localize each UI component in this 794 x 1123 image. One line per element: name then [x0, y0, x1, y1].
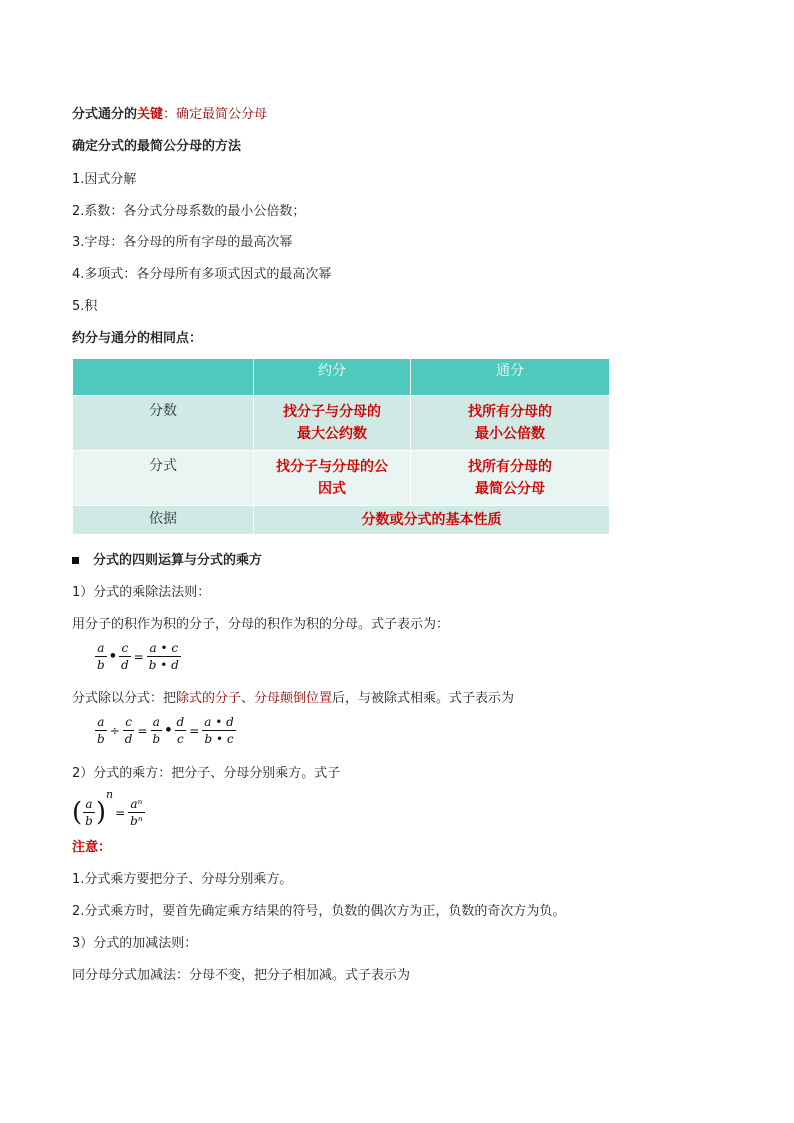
table-header-cell: 约分	[254, 359, 411, 396]
comparison-table	[72, 358, 610, 535]
note-item: 2.分式乘方时，要首先确定乘方结果的符号，负数的偶次方为正，负数的奇次方为负。	[72, 904, 566, 919]
add-description: 同分母分式加减法：分母不变，把分子相加减。式子表示为	[72, 968, 411, 983]
table-header-cell: 通分	[411, 359, 610, 396]
table-row	[73, 506, 610, 535]
heading-common-points: 约分与通分的相同点：	[72, 331, 203, 346]
square-bullet-icon	[72, 557, 79, 564]
table-header-row	[73, 359, 610, 396]
section-title: 分式的四则运算与分式的乘方	[72, 549, 262, 568]
note-item: 1.分式乘方要把分子、分母分别乘方。	[72, 872, 293, 887]
heading-method: 确定分式的最简公分母的方法	[72, 139, 242, 154]
method-step: 4.多项式：各分母所有多项式因式的最高次幂	[72, 267, 332, 282]
table-cell-merged: 分数或分式的基本性质	[254, 506, 610, 535]
heading-key-part3: ：确定最简公分母	[163, 107, 268, 122]
table-row	[73, 396, 610, 451]
table-cell: 找所有分母的 最简公分母	[411, 451, 610, 506]
method-step: 2.系数：各分式分母系数的最小公倍数；	[72, 204, 306, 219]
method-step: 1.因式分解	[72, 172, 137, 187]
heading-key	[72, 103, 267, 122]
table-cell: 找分子与分母的公 因式	[254, 451, 411, 506]
heading-key-highlight: 关键	[137, 107, 164, 122]
row-label: 依据	[73, 506, 254, 535]
note-title: 注意：	[72, 840, 112, 855]
table-row	[73, 451, 610, 506]
method-step: 5.积	[72, 299, 98, 314]
table-cell: 找分子与分母的 最大公约数	[254, 396, 411, 451]
add-rule: 3）分式的加减法则：	[72, 936, 198, 951]
formula-multiplication: $\frac{a}{b}$ • $\frac{c}{d}$ = $\frac{a • c}{b • d}$	[97, 641, 179, 672]
power-rule: 2）分式的乘方：把分子、分母分别乘方。式子	[72, 766, 341, 781]
table-cell: 找所有分母的 最小公倍数	[411, 396, 610, 451]
method-step: 3.字母：各分母的所有字母的最高次幂	[72, 235, 293, 250]
row-label: 分式	[73, 451, 254, 506]
mul-div-rule: 1）分式的乘除法法则：	[72, 585, 211, 600]
table-header-cell	[73, 359, 254, 396]
heading-key-part1: 分式通分的	[72, 107, 138, 122]
formula-power: ( $\frac{a}{b}$ )$^n$= $\frac{\text{aⁿ}}{\text{bⁿ}}$	[72, 788, 143, 828]
row-label: 分数	[73, 396, 254, 451]
div-description: 分式除以分式：把除式的分子、分母颠倒位置后，与被除式相乘。式子表示为	[72, 691, 515, 706]
formula-division: $\frac{a}{b}$ ÷ $\frac{c}{d}$ = $\frac{a}{b}$ • $\frac{d}{c}$ = $\frac{a • d}{b • c}$	[97, 715, 234, 746]
mul-description: 用分子的积作为积的分子，分母的积作为积的分母。式子表示为：	[72, 617, 450, 632]
